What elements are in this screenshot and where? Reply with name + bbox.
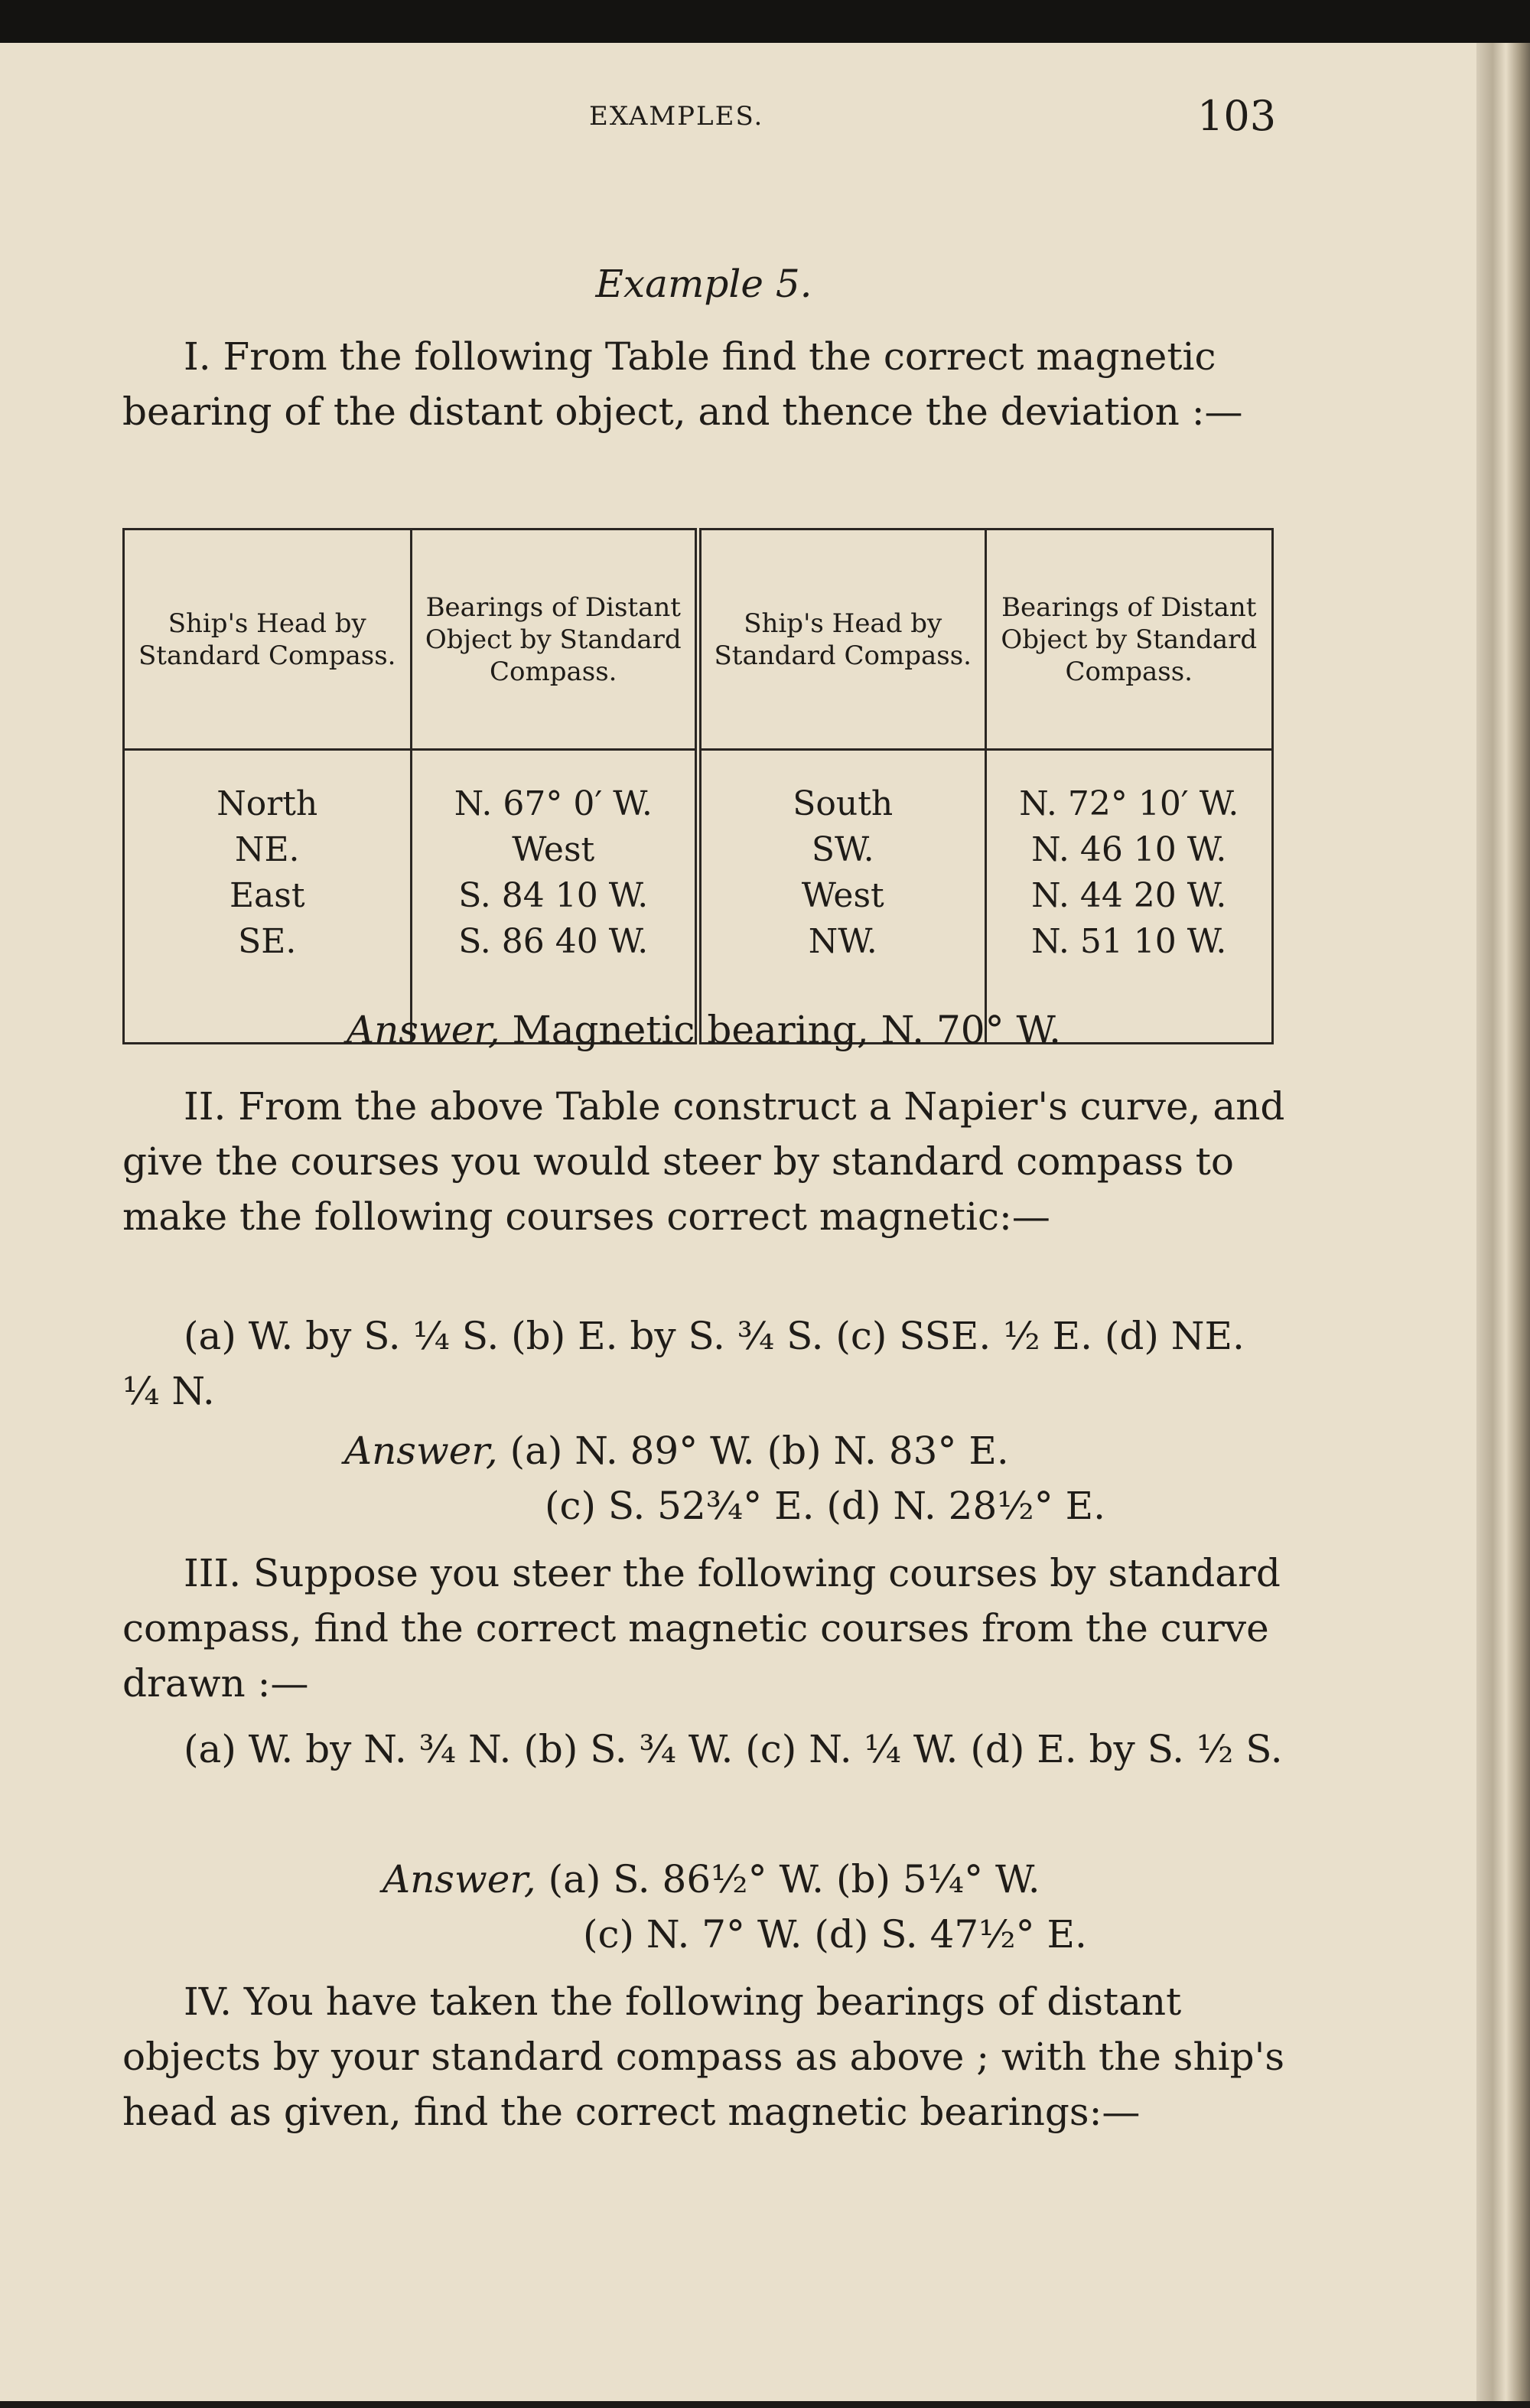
table-col-4 [985, 750, 1273, 1044]
scan-top-border [0, 0, 1530, 43]
table-col-1 [124, 750, 412, 1044]
answer-2-line-1: (a) N. 89° W. (b) N. 83° E. [497, 1429, 1009, 1473]
table-cell: SW. [811, 830, 874, 869]
answer-3-line-2: (c) N. 7° W. (d) S. 47½° E. [583, 1912, 1087, 1957]
table-cell: N. 44 20 W. [1031, 876, 1227, 915]
question-3: III. Suppose you steer the following courses by standard compass, find the correct magnetic courses from the curve drawn :— [122, 1551, 1281, 1706]
table-cell: SE. [238, 922, 297, 961]
page-number: 103 [1197, 92, 1277, 140]
table-cell: NW. [808, 922, 877, 961]
answer-2-line-2: (c) S. 52¾° E. (d) N. 28½° E. [545, 1484, 1106, 1528]
answer-3 [122, 1852, 1285, 1962]
page-edge [1476, 43, 1530, 2401]
answer-3-line-1: (a) S. 86½° W. (b) 5¼° W. [536, 1857, 1040, 1901]
question-3-options: (a) W. by N. ¾ N. (b) S. ¾ W. (c) N. ¼ W. (d) E. by S. ½ S. [184, 1727, 1283, 1771]
table-cell: N. 46 10 W. [1031, 830, 1227, 869]
question-2-options: (a) W. by S. ¼ S. (b) E. by S. ¾ S. (c) SSE. ½ E. (d) NE. ¼ N. [122, 1314, 1245, 1413]
answer-1-text: Magnetic bearing, N. 70° W. [500, 1008, 1062, 1052]
col-header-3: Ship's Head by Standard Compass. [698, 529, 986, 750]
table-cell: N. 67° 0′ W. [454, 784, 653, 823]
bearings-table [122, 528, 1274, 1044]
col-header-4: Bearings of Distant Object by Standard Compass. [985, 529, 1273, 750]
col-header-2: Bearings of Distant Object by Standard Compass. [411, 529, 698, 750]
table-cell: East [229, 876, 305, 915]
table-col-2 [411, 750, 698, 1044]
answer-label: Answer, [344, 1429, 498, 1473]
table-cell: N. 51 10 W. [1031, 922, 1227, 961]
answer-1 [122, 1002, 1285, 1057]
table-cell: West [512, 830, 595, 869]
answer-label: Answer, [346, 1008, 500, 1052]
table-col-3 [698, 750, 986, 1044]
table-cell: North [216, 784, 318, 823]
table-cell: South [793, 784, 894, 823]
col-header-1: Ship's Head by Standard Compass. [124, 529, 412, 750]
table-cell: S. 86 40 W. [458, 922, 649, 961]
table-cell: N. 72° 10′ W. [1019, 784, 1239, 823]
table-cell: S. 84 10 W. [458, 876, 649, 915]
answer-label: Answer, [382, 1857, 536, 1901]
question-2: II. From the above Table construct a Napier's curve, and give the courses you would steer by standard compass to make the following courses correct magnetic:— [122, 1084, 1285, 1239]
question-1: I. From the following Table find the correct magnetic bearing of the distant object, and thence the deviation :— [122, 334, 1243, 434]
table-cell: West [801, 876, 884, 915]
running-title: EXAMPLES. [589, 101, 764, 132]
answer-2 [122, 1423, 1285, 1533]
table-cell: NE. [234, 830, 300, 869]
question-4: IV. You have taken the following bearings of distant objects by your standard compass as above ; with the ship's head as given, find the correct magnetic bearings:— [122, 1980, 1285, 2134]
example-heading: Example 5. [595, 262, 812, 306]
